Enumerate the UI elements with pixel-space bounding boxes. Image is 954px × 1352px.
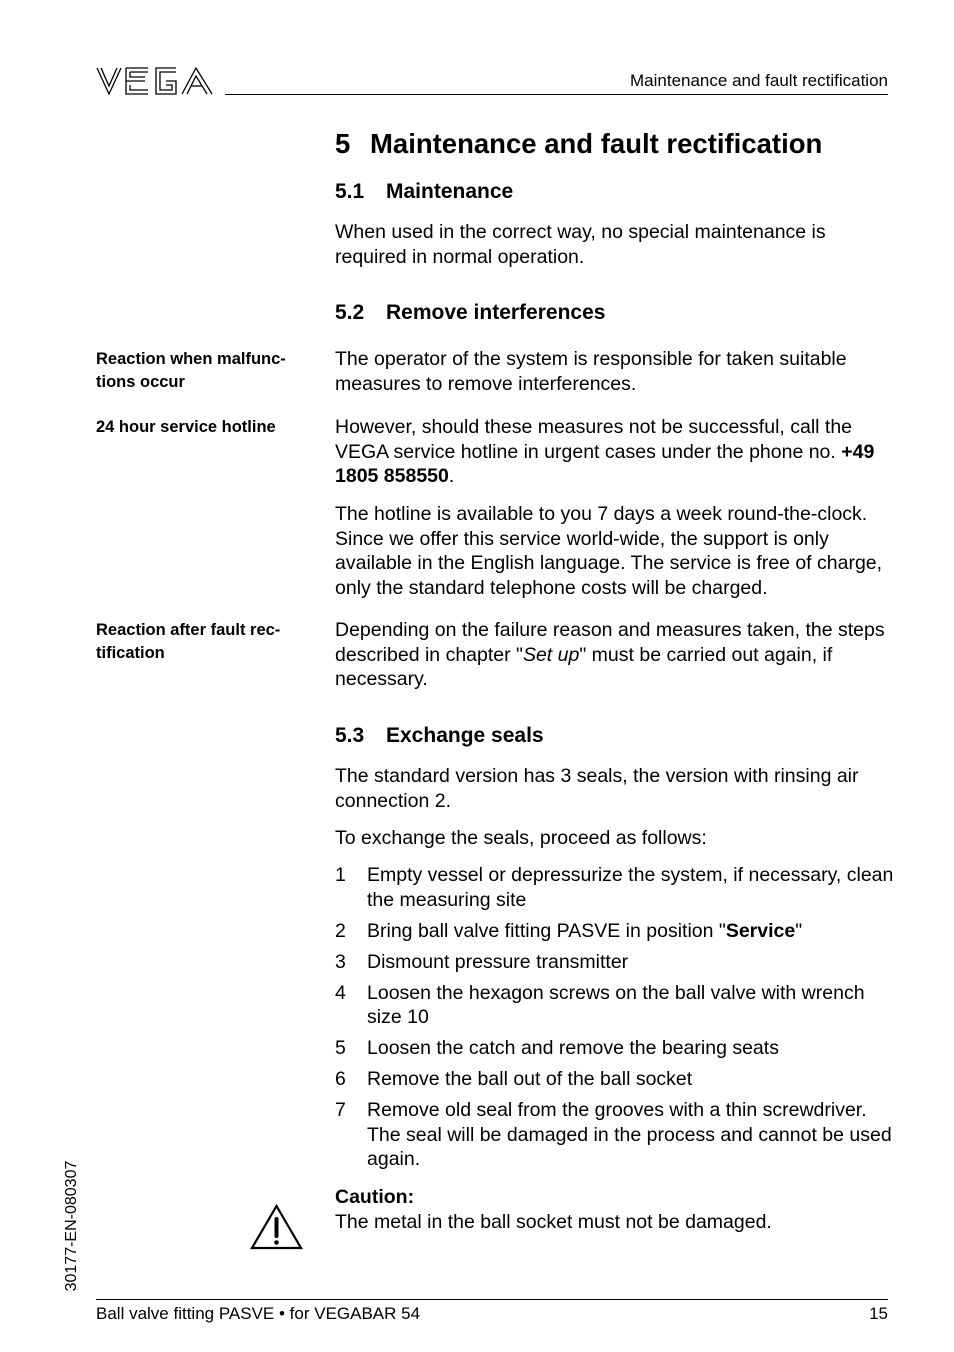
list-item bbox=[335, 919, 895, 944]
caution-label: Caution: bbox=[335, 1186, 415, 1208]
step-number: 6 bbox=[335, 1068, 346, 1090]
list-item bbox=[335, 1098, 895, 1172]
chapter-number: 5 bbox=[335, 128, 351, 159]
margin-note-reaction-malfunction: Reaction when malfunc-tions occur bbox=[96, 350, 286, 391]
after-fault-text: Depending on the failure reason and measures taken, the steps described in chapter " bbox=[335, 619, 885, 666]
section-heading-exchange-seals bbox=[335, 724, 544, 748]
step-number: 4 bbox=[335, 981, 346, 1004]
operator-paragraph: The operator of the system is responsible for taken suitable measures to remove interferences. bbox=[335, 348, 847, 395]
list-item bbox=[335, 950, 895, 975]
maintenance-paragraph: When used in the correct way, no special maintenance is required in normal operation. bbox=[335, 221, 826, 268]
after-fault-paragraph bbox=[335, 618, 895, 692]
step-position-name: Service bbox=[725, 919, 796, 942]
step-text: Remove the ball out of the ball socket bbox=[367, 1068, 693, 1090]
list-item bbox=[335, 863, 895, 912]
availability-paragraph: The hotline is available to you 7 days a week round-the-clock. Since we offer this service world-wide, the support is only available in the English language. The service is free of charge, only the standard telephone costs will be charged. bbox=[335, 503, 883, 599]
procedure-steps bbox=[335, 863, 895, 1178]
seals-paragraph: The standard version has 3 seals, the version with rinsing air connection 2. bbox=[335, 765, 859, 812]
section-number: 5.2 bbox=[335, 301, 365, 324]
document-code: 30177-EN-080307 bbox=[63, 1160, 80, 1292]
footer-product: Ball valve fitting PASVE • for VEGABAR 54 bbox=[96, 1304, 421, 1323]
margin-note-service-hotline: 24 hour service hotline bbox=[96, 418, 276, 436]
page-number: 15 bbox=[869, 1304, 888, 1323]
hotline-text: However, should these measures not be successful, call the VEGA service hotline in urgent cases under the phone no. bbox=[335, 416, 853, 463]
chapter-title: Maintenance and fault rectification bbox=[370, 128, 823, 159]
step-text: Dismount pressure transmitter bbox=[367, 950, 629, 973]
footer-divider bbox=[96, 1299, 888, 1300]
list-item bbox=[335, 1067, 895, 1092]
hotline-phone-number: +49 1805 858550 bbox=[335, 440, 875, 487]
chapter-heading bbox=[335, 128, 822, 160]
step-number: 5 bbox=[335, 1037, 346, 1059]
caution-text: The metal in the ball socket must not be damaged. bbox=[335, 1211, 772, 1233]
warning-triangle-icon bbox=[249, 1203, 304, 1251]
header-divider bbox=[225, 94, 888, 95]
step-text: Empty vessel or depressurize the system, if necessary, clean the measuring site bbox=[367, 864, 894, 911]
section-heading-maintenance bbox=[335, 180, 513, 204]
section-heading-remove-interferences bbox=[335, 301, 605, 325]
proceed-paragraph: To exchange the seals, proceed as follows: bbox=[335, 827, 707, 849]
margin-note-after-fault: Reaction after fault rec-tification bbox=[96, 621, 281, 662]
section-title: Remove interferences bbox=[386, 301, 606, 324]
list-item bbox=[335, 981, 895, 1030]
list-item bbox=[335, 1036, 895, 1061]
section-number: 5.1 bbox=[335, 180, 365, 203]
step-text: Loosen the hexagon screws on the ball valve with wrench size 10 bbox=[367, 981, 865, 1028]
step-text: Remove old seal from the grooves with a thin screwdriver. The seal will be damaged in the process and cannot be used again. bbox=[367, 1099, 892, 1170]
section-title: Maintenance bbox=[386, 180, 514, 203]
hotline-paragraph bbox=[335, 415, 895, 489]
chapter-reference: Set up bbox=[522, 643, 580, 666]
step-number: 2 bbox=[335, 919, 346, 942]
section-number: 5.3 bbox=[335, 724, 365, 747]
hotline-text-end: . bbox=[448, 465, 455, 487]
step-number: 3 bbox=[335, 950, 346, 973]
step-text: Loosen the catch and remove the bearing seats bbox=[367, 1037, 779, 1059]
step-number: 7 bbox=[335, 1099, 346, 1121]
section-title: Exchange seals bbox=[386, 724, 544, 747]
running-header: Maintenance and fault rectification bbox=[630, 71, 888, 90]
after-fault-text-end: " must be carried out again, if necessary. bbox=[335, 643, 833, 690]
step-number: 1 bbox=[335, 864, 346, 886]
step-text-end: " bbox=[795, 919, 803, 942]
step-text: Bring ball valve fitting PASVE in position " bbox=[367, 919, 726, 942]
vega-logo bbox=[96, 66, 214, 96]
